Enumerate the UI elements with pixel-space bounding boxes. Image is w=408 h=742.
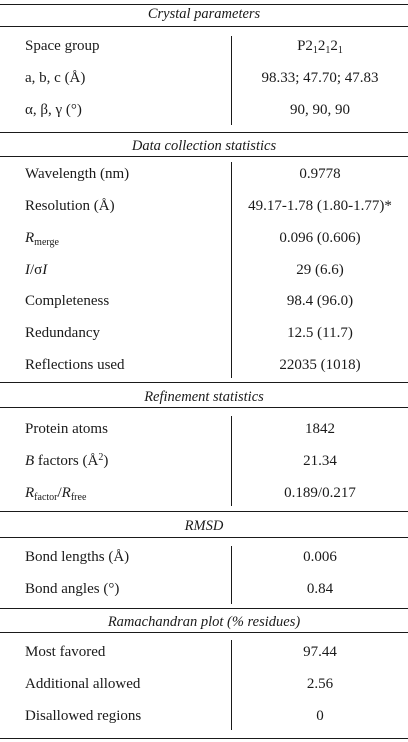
row-label-additional-allowed: Additional allowed	[25, 676, 141, 692]
rule-after-rmsd-title	[0, 537, 408, 538]
rule-after-refinement-title	[0, 407, 408, 408]
row-value-disallowed-regions: 0	[316, 708, 324, 724]
row-label-disallowed-regions: Disallowed regions	[25, 708, 142, 724]
row-label-b-factors: B factors $(Å^2)$	[25, 452, 109, 469]
row-label-rfactor-rfree: $R_{factor}/R_{free}$	[25, 485, 87, 503]
rule-before-refinement	[0, 382, 408, 383]
row-value-bond-lengths: 0.006	[303, 549, 337, 565]
row-label-space-group: Space group	[25, 38, 100, 54]
row-label-reflections-used: Reflections used	[25, 357, 125, 373]
row-value-wavelength: 0.9778	[299, 166, 341, 182]
row-label-bond-angles: Bond angles (°)	[25, 581, 120, 597]
row-value-reflections-used: 22035 (1018)	[279, 357, 361, 373]
rule-before-ramachandran	[0, 608, 408, 609]
row-value-bond-angles: 0.84	[306, 581, 334, 597]
row-value-cell-angles: 90, 90, 90	[290, 102, 350, 118]
row-label-cell-angles: α, β, γ (°)	[25, 102, 82, 118]
rule-before-rmsd	[0, 511, 408, 512]
section-title-crystal-parameters: Crystal parameters	[147, 6, 261, 22]
row-value-b-factors: 21.34	[303, 453, 337, 469]
section-title-data-collection: Data collection statistics	[131, 138, 277, 154]
row-value-redundancy: 12.5 (11.7)	[287, 325, 353, 341]
table-bottom-rule	[0, 738, 408, 739]
section-title-ramachandran: Ramachandran plot (% residues)	[107, 614, 301, 630]
row-value-most-favored: 97.44	[303, 644, 337, 660]
rule-after-crystal-title	[0, 26, 408, 27]
row-label-redundancy: Redundancy	[25, 325, 100, 341]
row-value-space-group: $P2_12_12_1$	[297, 38, 343, 56]
row-label-rmerge: $R_{merge}$	[25, 230, 59, 248]
row-label-protein-atoms: Protein atoms	[25, 421, 108, 437]
row-value-resolution: 49.17-1.78 (1.80-1.77)*	[248, 198, 392, 214]
section-title-rmsd: RMSD	[184, 518, 224, 534]
rule-before-data-collection	[0, 132, 408, 133]
row-label-most-favored: Most favored	[25, 644, 106, 660]
rule-after-data-collection-title	[0, 156, 408, 157]
row-label-resolution: Resolution (Å)	[25, 198, 115, 214]
row-value-cell-lengths: 98.33; 47.70; 47.83	[261, 70, 379, 86]
row-value-rfactor-rfree: 0.189/0.217	[284, 485, 356, 501]
row-label-wavelength: Wavelength (nm)	[25, 166, 130, 182]
row-value-rmerge: 0.096 (0.606)	[279, 230, 361, 246]
row-label-completeness: Completeness	[25, 293, 110, 309]
row-value-protein-atoms: 1842	[305, 421, 335, 437]
section-title-refinement: Refinement statistics	[144, 389, 264, 405]
row-value-completeness: 98.4 (96.0)	[286, 293, 354, 309]
row-value-additional-allowed: 2.56	[306, 676, 334, 692]
row-label-i-over-sigma: I/σI	[25, 262, 48, 278]
row-value-i-over-sigma: 29 (6.6)	[296, 262, 344, 278]
row-label-bond-lengths: Bond lengths (Å)	[25, 549, 130, 565]
rule-after-ramachandran-title	[0, 632, 408, 633]
row-label-cell-lengths: a, b, c (Å)	[25, 70, 86, 86]
